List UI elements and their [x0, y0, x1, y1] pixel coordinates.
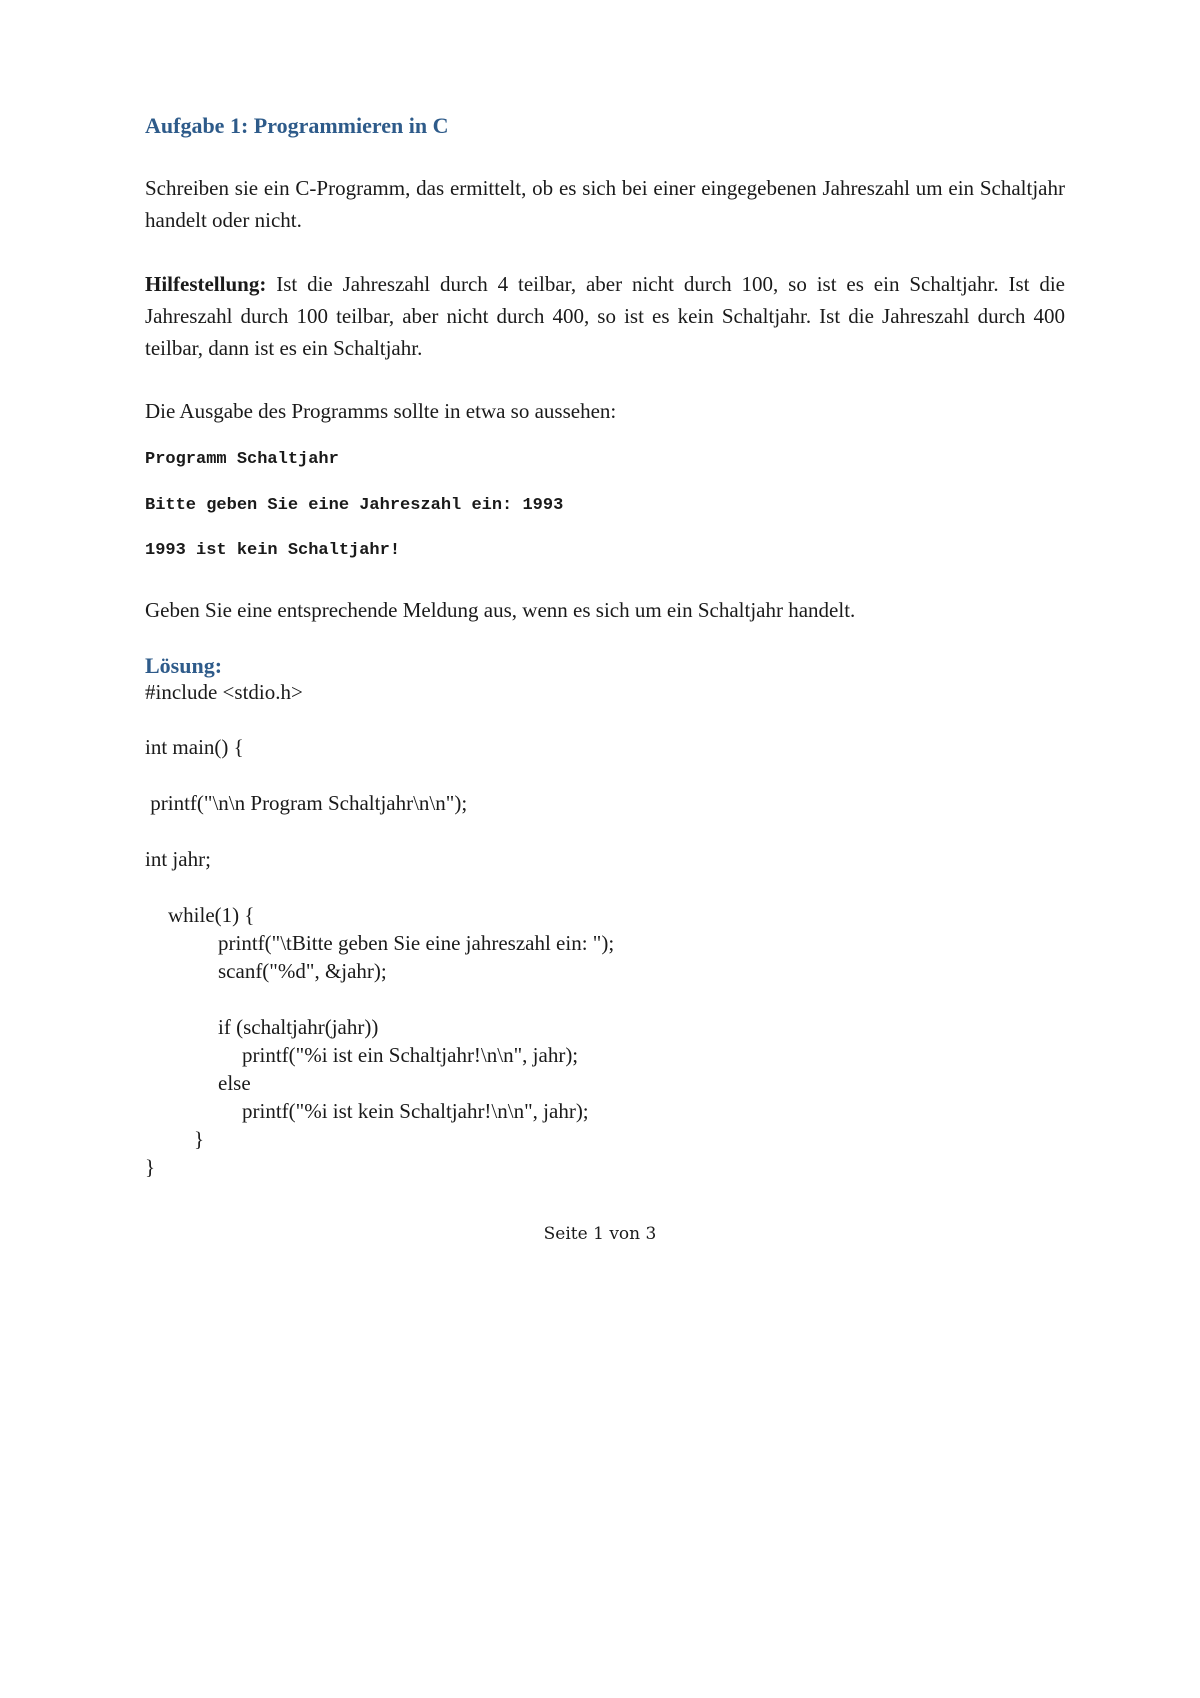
task-heading: Aufgabe 1: Programmieren in C — [145, 113, 449, 138]
sample-output-line-1: Programm Schaltjahr — [145, 450, 339, 469]
code-while-open: while(1) { — [168, 903, 255, 927]
task-intro-paragraph: Schreiben sie ein C-Programm, das ermittelt, ob es sich bei einer eingegebenen Jahreszahl um ein Schaltjahr handelt oder nicht. — [145, 176, 1065, 232]
sample-output-line-2: Bitte geben Sie eine Jahreszahl ein: 1993 — [145, 496, 564, 515]
page-footer: Seite 1 von 3 — [543, 1224, 657, 1244]
code-if-condition: if (schaltjahr(jahr)) — [218, 1015, 379, 1039]
hint-paragraph — [145, 268, 1065, 364]
code-printf-yes: printf("%i ist ein Schaltjahr!\n\n", jahr); — [242, 1043, 579, 1067]
code-main-close: } — [145, 1155, 156, 1179]
solution-heading: Lösung: — [145, 653, 223, 678]
code-printf-title: printf("\n\n Program Schaltjahr\n\n"); — [145, 791, 468, 815]
output-intro-paragraph: Die Ausgabe des Programms sollte in etwa so aussehen: — [145, 399, 617, 423]
code-declaration: int jahr; — [145, 847, 211, 871]
code-printf-no: printf("%i ist kein Schaltjahr!\n\n", jahr); — [242, 1099, 589, 1123]
hint-text: Ist die Jahreszahl durch 4 teilbar, aber nicht durch 100, so ist es ein Schaltjahr. Ist die Jahreszahl durch 100 teilbar, aber nicht durch 400, so ist es kein Schaltjahr. Ist die Jahreszahl durch 400 teilbar, dann ist es ein Schaltjahr. — [145, 272, 1065, 360]
code-printf-prompt: printf("\tBitte geben Sie eine jahreszahl ein: "); — [218, 931, 615, 955]
code-while-close: } — [194, 1127, 205, 1151]
hint-label: Hilfestellung: — [145, 272, 267, 296]
instruction-paragraph: Geben Sie eine entsprechende Meldung aus, wenn es sich um ein Schaltjahr handelt. — [145, 598, 856, 622]
sample-output-line-3: 1993 ist kein Schaltjahr! — [145, 541, 401, 560]
code-scanf: scanf("%d", &jahr); — [218, 959, 387, 983]
code-main-open: int main() { — [145, 735, 244, 759]
code-include: #include <stdio.h> — [145, 680, 303, 704]
code-else: else — [218, 1071, 251, 1095]
